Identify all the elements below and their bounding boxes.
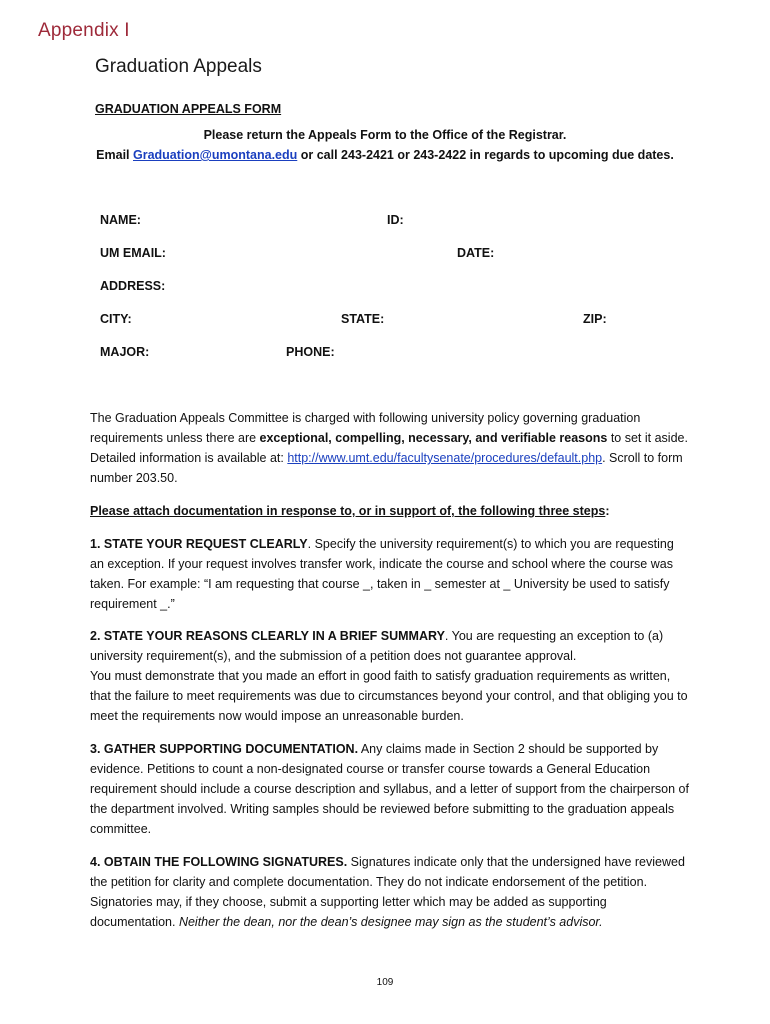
address-field-label: ADDRESS:	[100, 279, 166, 293]
step-4-italic-note: Neither the dean, nor the dean’s designee may sign as the student’s advisor.	[178, 915, 603, 929]
registrar-email-link[interactable]: Graduation@umontana.edu	[133, 148, 298, 162]
attach-heading	[90, 501, 690, 521]
intro-paragraph	[90, 408, 690, 488]
instructions-line-1: Please return the Appeals Form to the Office of the Registrar.	[203, 128, 567, 142]
step-3-paragraph	[90, 739, 690, 839]
step-1-text: . Specify the university requirement(s) to which you are requesting an exception. If your request involves transfer work, indicate the course and school where the course was taken. For example: “I am requesting that course _, taken in _ semester at _ University be used to satisfy requirement _.”	[90, 537, 674, 611]
major-field-label: MAJOR:	[100, 345, 150, 359]
intro-text-2: to set it aside. Detailed information is available at:	[90, 431, 688, 465]
city-field-label: CITY:	[100, 312, 132, 326]
name-field-label: NAME:	[100, 213, 141, 227]
form-title: GRADUATION APPEALS FORM	[95, 102, 282, 116]
intro-text-1: The Graduation Appeals Committee is charged with following university policy governing graduation requirements unless there are	[90, 411, 641, 445]
procedures-url-link[interactable]: http://www.umt.edu/facultysenate/procedures/default.php	[287, 451, 603, 465]
step-2-text: . You are requesting an exception to (a) university requirement(s), and the submission of a petition does not guarantee approval.	[90, 629, 664, 663]
intro-bold-reasons: exceptional, compelling, necessary, and verifiable reasons	[259, 431, 608, 445]
step-3-label: 3. GATHER SUPPORTING DOCUMENTATION.	[90, 742, 359, 756]
step-2-label: 2. STATE YOUR REASONS CLEARLY IN A BRIEF SUMMARY	[90, 629, 445, 643]
attach-heading-colon: :	[605, 504, 610, 518]
step-2-text-b: You must demonstrate that you made an effort in good faith to satisfy graduation requirements as written, that the failure to meet requirements was due to circumstances beyond your control, and that obliging you to meet the requirements now would impose an unreasonable burden.	[90, 669, 688, 723]
intro-text-3: . Scroll to form number 203.50.	[90, 451, 683, 485]
step-2-paragraph	[90, 626, 690, 726]
step-4-text: Signatures indicate only that the undersigned have reviewed the petition for clarity and complete documentation. They do not indicate endorsement of the petition. Signatories may, if they choose, submit a supporting letter which may be added as supporting documentation.	[90, 855, 685, 929]
zip-field-label: ZIP:	[583, 312, 607, 326]
step-3-text: Any claims made in Section 2 should be supported by evidence. Petitions to count a non-designated course or transfer course towards a General Education requirement should include a course description and syllabus, and a letter of support from the chairperson of the department involved. Writing samples should be reviewed before submitting to the graduation appeals committee.	[90, 742, 689, 836]
phone-field-label: PHONE:	[286, 345, 335, 359]
instructions-email-suffix: or call 243-2421 or 243-2422 in regards to upcoming due dates.	[297, 148, 674, 162]
um-email-field-label: UM EMAIL:	[100, 246, 166, 260]
appendix-label: Appendix I	[38, 20, 130, 41]
step-4-paragraph	[90, 852, 690, 932]
attach-heading-text: Please attach documentation in response to, or in support of, the following three steps	[90, 504, 606, 518]
page-title: Graduation Appeals	[95, 56, 262, 77]
page-number: 109	[376, 977, 394, 988]
instructions-line-2	[0, 148, 770, 162]
step-1-label: 1. STATE YOUR REQUEST CLEARLY	[90, 537, 308, 551]
step-1-paragraph	[90, 534, 690, 614]
step-4-label: 4. OBTAIN THE FOLLOWING SIGNATURES.	[90, 855, 348, 869]
instructions-email-prefix: Email	[96, 148, 133, 162]
state-field-label: STATE:	[341, 312, 385, 326]
date-field-label: DATE:	[457, 246, 495, 260]
id-field-label: ID:	[387, 213, 404, 227]
